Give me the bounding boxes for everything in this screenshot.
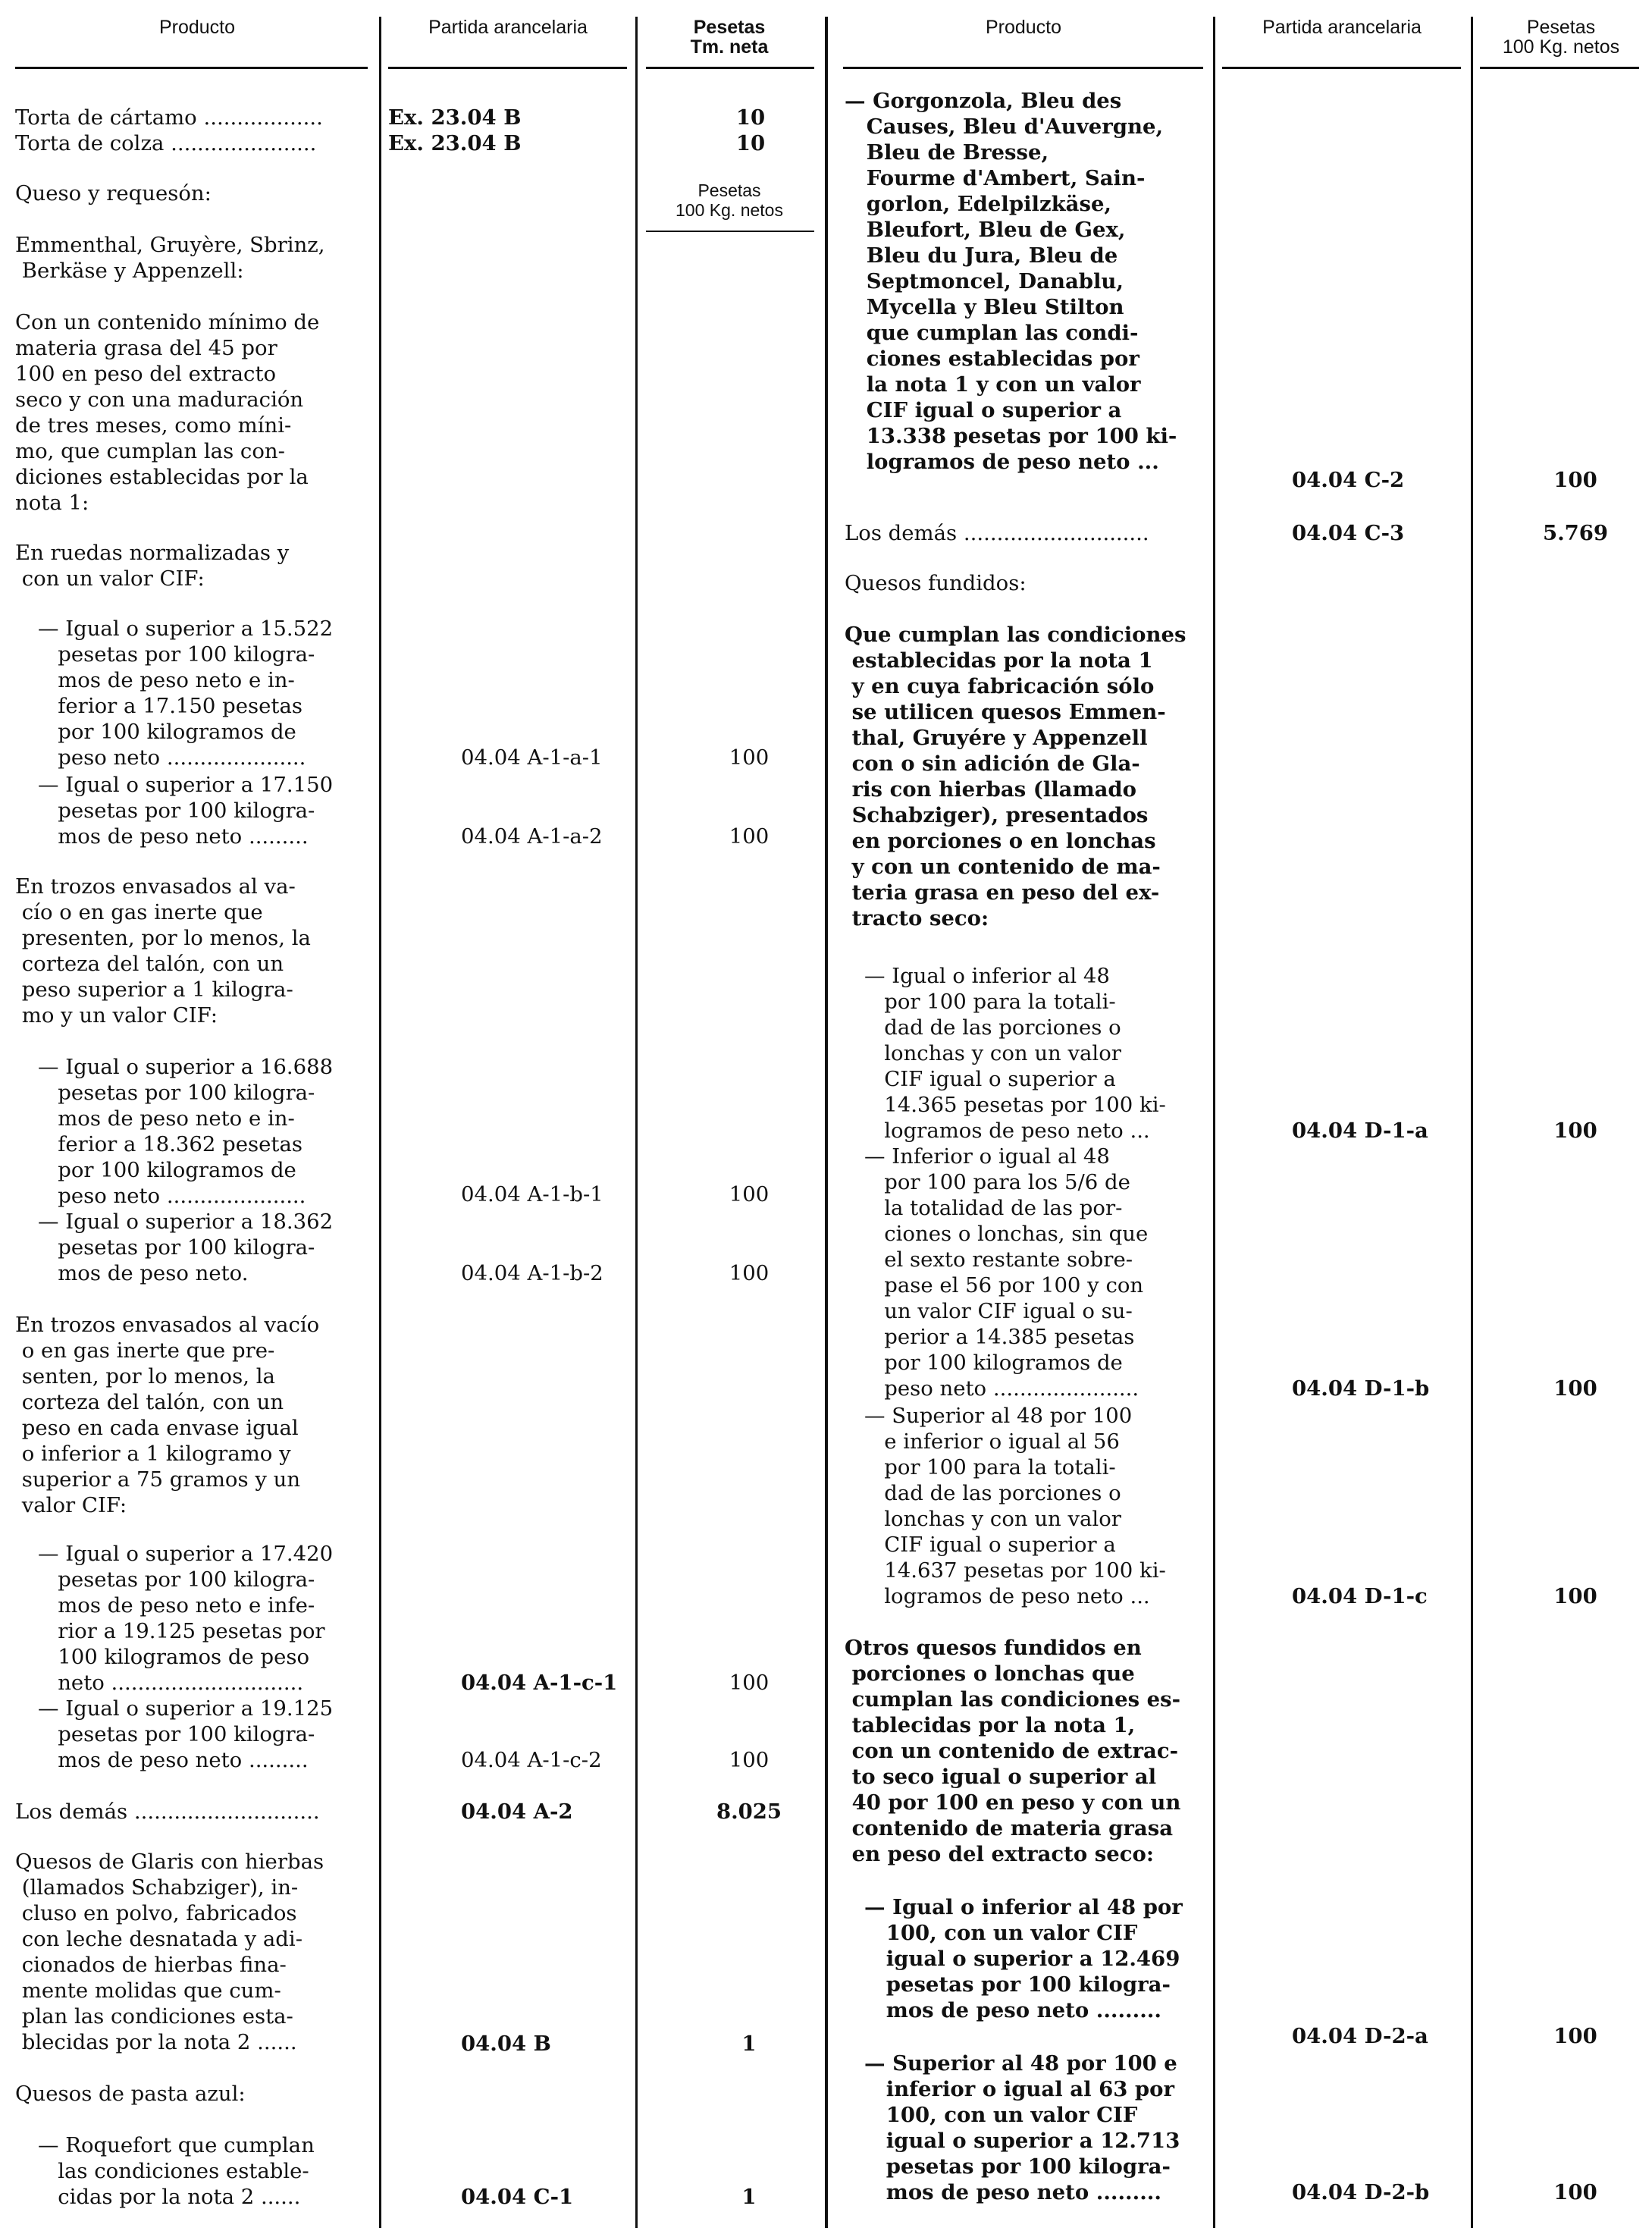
partida-A-1-a-1: 04.04 A-1-a-1 bbox=[461, 745, 603, 770]
heading-condiciones-nota-1: Que cumplan las condiciones establecidas por la nota 1 y en cuya fabricación sólo se utilicen quesos Emmen- thal, Gruyére y Appenzell con o sin adición de Gla- ris con hierbas (llamado Schabziger), presentados en porciones o en lonchas y con un contenido de ma- teria grasa en peso del ex- tracto seco: bbox=[845, 623, 1186, 930]
pesetas-C-1: 1 bbox=[741, 2185, 757, 2209]
heading-trozos-1: En trozos envasados al va- cío o en gas inerte que presenten, por lo menos, la corteza del talón, con un peso superior a 1 kilogra- mo y un valor CIF: bbox=[15, 874, 311, 1028]
heading-emmenthal: Emmenthal, Gruyère, Sbrinz, Berkäse y Appenzell: bbox=[15, 233, 325, 283]
column-rule-4 bbox=[1213, 17, 1215, 2228]
header-producto-right: Producto bbox=[985, 17, 1062, 38]
product-C-3: Los demás ............................ bbox=[845, 521, 1149, 545]
header-rule-right-1 bbox=[843, 67, 1203, 69]
header-rule-left-1 bbox=[15, 67, 368, 69]
heading-pasta-azul: Quesos de pasta azul: bbox=[15, 2082, 246, 2106]
product-A-1-a-1: — Igual o superior a 15.522 pesetas por 100 kilogra- mos de peso neto e in- ferior a 17.150 pesetas por 100 kilogramos de peso neto ..................... bbox=[38, 617, 334, 770]
pesetas-C-2: 100 bbox=[1553, 468, 1597, 492]
heading-quesos-fundidos: Quesos fundidos: bbox=[845, 571, 1027, 595]
partida-D-1-b: 04.04 D-1-b bbox=[1292, 1376, 1430, 1401]
partida-C-2: 04.04 C-2 bbox=[1292, 468, 1405, 492]
product-A-1-c-2: — Igual o superior a 19.125 pesetas por 100 kilogra- mos de peso neto ......... bbox=[38, 1696, 334, 1772]
product-A-1-b-1: — Igual o superior a 16.688 pesetas por 100 kilogra- mos de peso neto e in- ferior a 18.362 pesetas por 100 kilogramos de peso neto ..................... bbox=[38, 1055, 334, 1208]
pesetas-A-1-b-2: 100 bbox=[729, 1261, 770, 1285]
product-D-1-c: — Superior al 48 por 100 e inferior o igual al 56 por 100 para la totali- dad de las porciones o lonchas y con un valor CIF igual o superior a 14.637 pesetas por 100 ki- logramos de peso neto ... bbox=[864, 1404, 1166, 1608]
header-rule-right-3 bbox=[1480, 67, 1639, 69]
pesetas-A-1-c-1: 100 bbox=[729, 1671, 770, 1695]
partida-C-1: 04.04 C-1 bbox=[461, 2185, 574, 2209]
header-rule-right-2 bbox=[1222, 67, 1461, 69]
product-A-1-b-2: — Igual o superior a 18.362 pesetas por 100 kilogra- mos de peso neto. bbox=[38, 1210, 334, 1285]
pesetas-D-1-c: 100 bbox=[1553, 1584, 1597, 1608]
partida-A-1-b-2: 04.04 A-1-b-2 bbox=[461, 1261, 603, 1285]
column-rule-3 bbox=[825, 17, 828, 2228]
partida-D-1-c: 04.04 D-1-c bbox=[1292, 1584, 1428, 1608]
header-partida-right: Partida arancelaria bbox=[1262, 17, 1422, 38]
header-pesetas-left-2: Tm. neta bbox=[690, 36, 769, 58]
subheader-rule bbox=[646, 231, 814, 232]
partida-04-04-B: 04.04 B bbox=[461, 2032, 551, 2056]
partida-A-2: 04.04 A-2 bbox=[461, 1800, 573, 1824]
product-D-1-a: — Igual o inferior al 48 por 100 para la totali- dad de las porciones o lonchas y con un valor CIF igual o superior a 14.365 pesetas por 100 ki- logramos de peso neto ... bbox=[864, 964, 1166, 1143]
partida-A-1-b-1: 04.04 A-1-b-1 bbox=[461, 1182, 603, 1206]
product-torta-cartamo: Torta de cártamo .................. bbox=[15, 105, 323, 130]
product-D-1-b: — Inferior o igual al 48 por 100 para los 5/6 de la totalidad de las por- ciones o lonchas, sin que el sexto restante sobre- pase el 56 por 100 y con un valor CIF igual o su- perior a 14.385 pesetas por 100 kilogramos de peso neto ...................... bbox=[864, 1144, 1149, 1401]
partida-A-1-c-2: 04.04 A-1-c-2 bbox=[461, 1748, 602, 1772]
product-C-2: — Gorgonzola, Bleu des Causes, Bleu d'Auvergne, Bleu de Bresse, Fourme d'Ambert, Sain- gorlon, Edelpilzkäse, Bleufort, Bleu de Gex, Bleu du Jura, Bleu de Septmoncel, Danablu, Mycella y Bleu Stilton que cumplan las condi- ciones establecidas por la nota 1 y con un valor CIF igual o superior a 13.338 pesetas por 100 ki- logramos de peso neto ... bbox=[845, 89, 1177, 474]
heading-queso-requeson: Queso y requesón: bbox=[15, 181, 212, 206]
partida-A-1-c-1: 04.04 A-1-c-1 bbox=[461, 1671, 618, 1695]
pesetas-A-2: 8.025 bbox=[716, 1800, 782, 1824]
column-rule-2 bbox=[635, 17, 638, 2228]
subheader-pesetas-2: 100 Kg. netos bbox=[676, 200, 783, 220]
header-pesetas-right-1: Pesetas bbox=[1526, 17, 1596, 38]
header-pesetas-left-1: Pesetas bbox=[693, 17, 766, 38]
pesetas-D-1-a: 100 bbox=[1553, 1119, 1597, 1143]
pesetas-torta-colza: 10 bbox=[735, 131, 766, 155]
header-rule-left-2 bbox=[388, 67, 627, 69]
pesetas-A-1-b-1: 100 bbox=[729, 1182, 770, 1206]
partida-torta-colza: Ex. 23.04 B bbox=[388, 131, 522, 155]
product-D-2-b: — Superior al 48 por 100 e inferior o igual al 63 por 100, con un valor CIF igual o superior a 12.713 pesetas por 100 kilogra- mos de peso neto ......... bbox=[864, 2051, 1180, 2204]
pesetas-D-2-b: 100 bbox=[1553, 2180, 1597, 2204]
pesetas-04-04-B: 1 bbox=[741, 2032, 757, 2056]
partida-D-1-a: 04.04 D-1-a bbox=[1292, 1119, 1428, 1143]
column-rule-5 bbox=[1471, 17, 1473, 2228]
pesetas-D-2-a: 100 bbox=[1553, 2024, 1597, 2048]
product-torta-colza: Torta de colza ...................... bbox=[15, 131, 317, 155]
product-A-2: Los demás ............................ bbox=[15, 1800, 320, 1824]
partida-D-2-b: 04.04 D-2-b bbox=[1292, 2180, 1430, 2204]
pesetas-C-3: 5.769 bbox=[1542, 521, 1609, 545]
product-A-1-a-2: — Igual o superior a 17.150 pesetas por 100 kilogra- mos de peso neto ......... bbox=[38, 773, 334, 849]
pesetas-A-1-a-2: 100 bbox=[729, 824, 770, 849]
product-C-1: — Roquefort que cumplan las condiciones estable- cidas por la nota 2 ...... bbox=[38, 2133, 315, 2209]
header-pesetas-right-2: 100 Kg. netos bbox=[1502, 36, 1620, 58]
heading-trozos-2: En trozos envasados al vacío o en gas inerte que pre- senten, por lo menos, la corteza del talón, con un peso en cada envase igual o inferior a 1 kilogramo y superior a 75 gramos y un valor CIF: bbox=[15, 1313, 320, 1517]
product-04-04-B: Quesos de Glaris con hierbas (llamados Schabziger), in- cluso en polvo, fabricados con leche desnatada y adi- cionados de hierbas fina- mente molidas que cum- plan las condiciones esta- blecidas por la nota 2 ...... bbox=[15, 1850, 324, 2054]
subheader-pesetas-1: Pesetas bbox=[697, 180, 761, 200]
partida-C-3: 04.04 C-3 bbox=[1292, 521, 1405, 545]
heading-otros-quesos-fundidos: Otros quesos fundidos en porciones o lonchas que cumplan las condiciones es- tablecidas por la nota 1, con un contenido de extrac- to seco igual o superior al 40 por 100 en peso y con un contenido de materia grasa en peso del extracto seco: bbox=[845, 1636, 1181, 1866]
product-A-1-c-1: — Igual o superior a 17.420 pesetas por 100 kilogra- mos de peso neto e infe- rior a 19.125 pesetas por 100 kilogramos de peso neto ............................. bbox=[38, 1542, 334, 1695]
header-partida-left: Partida arancelaria bbox=[428, 17, 588, 38]
pesetas-A-1-a-1: 100 bbox=[729, 745, 770, 770]
pesetas-A-1-c-2: 100 bbox=[729, 1748, 770, 1772]
partida-D-2-a: 04.04 D-2-a bbox=[1292, 2024, 1428, 2048]
partida-A-1-a-2: 04.04 A-1-a-2 bbox=[461, 824, 603, 849]
pesetas-D-1-b: 100 bbox=[1553, 1376, 1597, 1401]
product-D-2-a: — Igual o inferior al 48 por 100, con un valor CIF igual o superior a 12.469 pesetas por 100 kilogra- mos de peso neto ......... bbox=[864, 1895, 1183, 2022]
heading-en-ruedas: En ruedas normalizadas y con un valor CIF: bbox=[15, 541, 290, 591]
header-rule-left-3 bbox=[646, 67, 814, 69]
partida-torta-cartamo: Ex. 23.04 B bbox=[388, 105, 522, 130]
heading-contenido-minimo: Con un contenido mínimo de materia grasa del 45 por 100 en peso del extracto seco y con una maduración de tres meses, como míni- mo, que cumplan las con- diciones establecidas por la nota 1: bbox=[15, 310, 320, 515]
column-rule-1 bbox=[379, 17, 381, 2228]
header-producto-left: Producto bbox=[158, 17, 236, 38]
pesetas-torta-cartamo: 10 bbox=[735, 105, 766, 130]
